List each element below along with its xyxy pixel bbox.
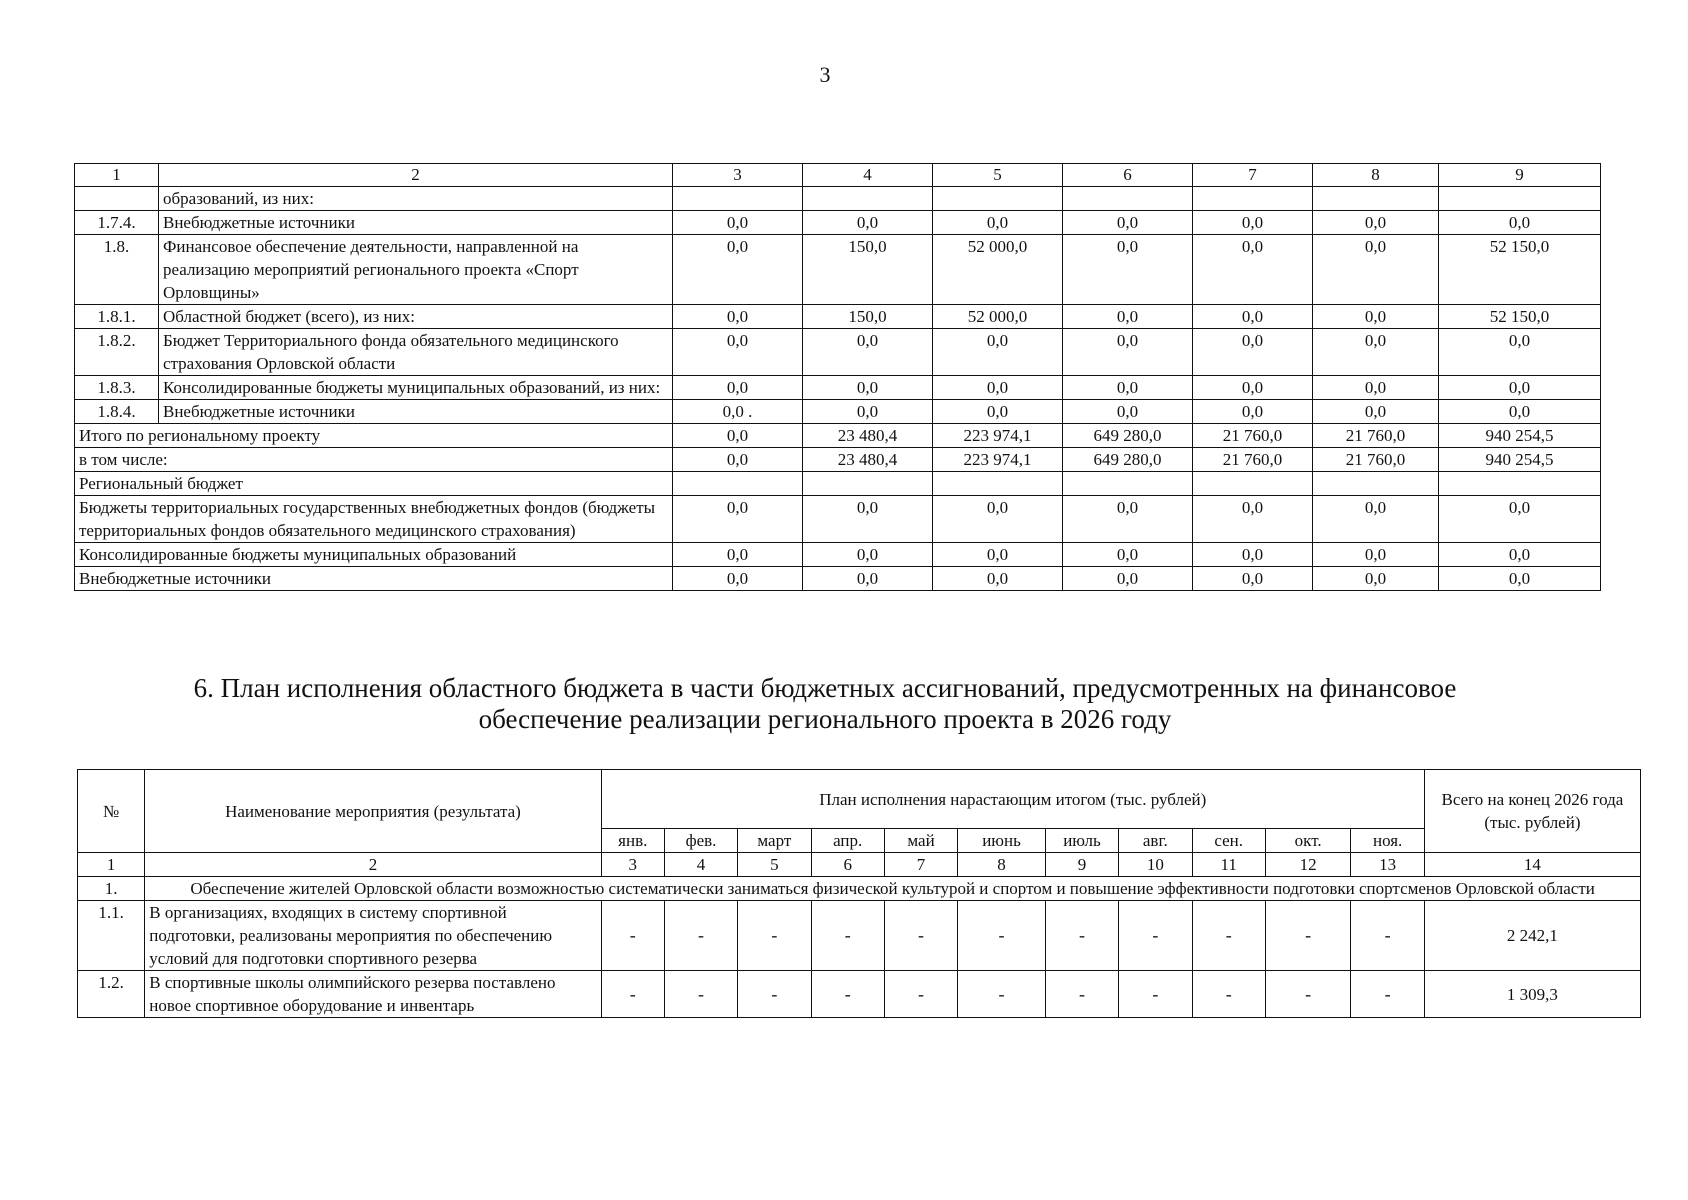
row-value <box>1439 187 1601 211</box>
row-value: 0,0 <box>1063 376 1193 400</box>
row-value: 0,0 <box>803 376 933 400</box>
column-number: 3 <box>601 853 664 877</box>
activity-name: В спортивные школы олимпийского резерва поставлено новое спортивное оборудование и инвентарь <box>145 971 601 1018</box>
column-number: 7 <box>1193 164 1313 187</box>
row-value: 0,0 <box>933 376 1063 400</box>
summary-name: Региональный бюджет <box>75 472 673 496</box>
summary-name: Внебюджетные источники <box>75 567 673 591</box>
summary-name: Итого по региональному проекту <box>75 424 673 448</box>
summary-value: 0,0 <box>1439 543 1601 567</box>
row-value: 0,0 <box>1063 211 1193 235</box>
row-value: 0,0 <box>673 329 803 376</box>
activity-total: 2 242,1 <box>1424 901 1640 971</box>
summary-value <box>1439 472 1601 496</box>
activity-name: В организациях, входящих в систему спортивной подготовки, реализованы мероприятия по обеспечению условий для подготовки спортивного резерва <box>145 901 601 971</box>
row-name: Внебюджетные источники <box>159 400 673 424</box>
row-value: 0,0 <box>1193 305 1313 329</box>
activity-code: 1.1. <box>78 901 145 971</box>
summary-value: 0,0 <box>1439 496 1601 543</box>
row-value: 0,0 <box>1439 376 1601 400</box>
row-value: 150,0 <box>803 305 933 329</box>
column-number: 8 <box>958 853 1046 877</box>
summary-value <box>673 472 803 496</box>
header-number: № <box>78 770 145 853</box>
month-value: - <box>811 901 884 971</box>
row-value: 0,0 <box>673 211 803 235</box>
row-value: 0,0 <box>1313 400 1439 424</box>
month-value: - <box>958 901 1046 971</box>
row-value: 0,0 <box>1313 211 1439 235</box>
row-value: 0,0 <box>673 305 803 329</box>
table-row <box>75 376 1601 400</box>
summary-value: 0,0 <box>803 567 933 591</box>
summary-value: 649 280,0 <box>1063 448 1193 472</box>
summary-value: 0,0 <box>803 543 933 567</box>
column-number: 6 <box>811 853 884 877</box>
row-value: 150,0 <box>803 235 933 305</box>
month-value: - <box>1265 971 1351 1018</box>
summary-value: 0,0 <box>1063 496 1193 543</box>
row-value: 0,0 <box>1193 376 1313 400</box>
column-number: 1 <box>78 853 145 877</box>
month-value: - <box>884 901 957 971</box>
column-number: 13 <box>1351 853 1424 877</box>
month-value: - <box>1192 971 1265 1018</box>
summary-value: 23 480,4 <box>803 424 933 448</box>
summary-value: 0,0 <box>933 543 1063 567</box>
row-name: Внебюджетные источники <box>159 211 673 235</box>
row-value: 0,0 <box>803 400 933 424</box>
section-row <box>78 877 1641 901</box>
page-number: 3 <box>819 62 831 87</box>
summary-value <box>933 472 1063 496</box>
row-value: 0,0 <box>1193 400 1313 424</box>
column-number: 12 <box>1265 853 1351 877</box>
month-value: - <box>601 971 664 1018</box>
month-value: - <box>601 901 664 971</box>
column-number: 9 <box>1045 853 1118 877</box>
row-value: 0,0 <box>1193 329 1313 376</box>
summary-value: 649 280,0 <box>1063 424 1193 448</box>
row-value: 52 150,0 <box>1439 305 1601 329</box>
table-row <box>75 305 1601 329</box>
table-row <box>75 329 1601 376</box>
summary-row <box>75 567 1601 591</box>
column-number: 8 <box>1313 164 1439 187</box>
month-header: май <box>884 829 957 853</box>
column-number: 11 <box>1192 853 1265 877</box>
row-value: 52 000,0 <box>933 305 1063 329</box>
section-code: 1. <box>78 877 145 901</box>
header-plan: План исполнения нарастающим итогом (тыс. рублей) <box>601 770 1424 829</box>
row-value: 0,0 <box>933 329 1063 376</box>
table-row <box>75 211 1601 235</box>
section-6-title-line-2: обеспечение реализации регионального проекта в 2026 году <box>478 704 1172 734</box>
row-value: 0,0 <box>933 211 1063 235</box>
summary-value: 23 480,4 <box>803 448 933 472</box>
summary-row <box>75 472 1601 496</box>
row-value: 0,0 <box>673 235 803 305</box>
summary-value: 21 760,0 <box>1193 448 1313 472</box>
month-header: окт. <box>1265 829 1351 853</box>
column-number: 5 <box>933 164 1063 187</box>
summary-value <box>1063 472 1193 496</box>
row-value: 0,0 <box>803 211 933 235</box>
activity-code: 1.2. <box>78 971 145 1018</box>
row-value: 0,0 <box>1439 211 1601 235</box>
row-value: 0,0 <box>1063 235 1193 305</box>
row-value: 0,0 <box>1313 376 1439 400</box>
summary-value: 21 760,0 <box>1313 424 1439 448</box>
column-number: 3 <box>673 164 803 187</box>
summary-value: 0,0 <box>1439 567 1601 591</box>
activity-total: 1 309,3 <box>1424 971 1640 1018</box>
row-name: Консолидированные бюджеты муниципальных образований, из них: <box>159 376 673 400</box>
month-value: - <box>738 901 811 971</box>
row-value: 0,0 <box>1193 235 1313 305</box>
summary-row <box>75 496 1601 543</box>
column-number: 5 <box>738 853 811 877</box>
header-total: Всего на конец 2026 года (тыс. рублей) <box>1424 770 1640 853</box>
row-value: 0,0 <box>673 376 803 400</box>
summary-value: 0,0 <box>1313 543 1439 567</box>
activity-row <box>78 971 1641 1018</box>
summary-value: 940 254,5 <box>1439 448 1601 472</box>
summary-value <box>803 472 933 496</box>
row-value: 0,0 <box>1313 329 1439 376</box>
month-value: - <box>1045 971 1118 1018</box>
row-value: 52 000,0 <box>933 235 1063 305</box>
summary-value: 0,0 <box>673 448 803 472</box>
summary-value: 0,0 <box>1313 496 1439 543</box>
row-value <box>1313 187 1439 211</box>
table-header-row <box>75 164 1601 187</box>
row-value <box>673 187 803 211</box>
table-row <box>75 400 1601 424</box>
row-code <box>75 187 159 211</box>
row-value: 0,0 <box>1313 235 1439 305</box>
row-code: 1.8.1. <box>75 305 159 329</box>
row-value <box>803 187 933 211</box>
month-value: - <box>1119 901 1192 971</box>
summary-value <box>1313 472 1439 496</box>
row-value: 0,0 <box>1063 329 1193 376</box>
summary-value: 21 760,0 <box>1313 448 1439 472</box>
month-header: сен. <box>1192 829 1265 853</box>
row-code: 1.7.4. <box>75 211 159 235</box>
row-name: Областной бюджет (всего), из них: <box>159 305 673 329</box>
row-code: 1.8. <box>75 235 159 305</box>
row-name: Бюджет Территориального фонда обязательного медицинского страхования Орловской области <box>159 329 673 376</box>
month-header: янв. <box>601 829 664 853</box>
summary-value <box>1193 472 1313 496</box>
month-value: - <box>1045 901 1118 971</box>
summary-value: 0,0 <box>1193 543 1313 567</box>
header-activity-name: Наименование мероприятия (результата) <box>145 770 601 853</box>
month-value: - <box>811 971 884 1018</box>
month-value: - <box>1351 901 1424 971</box>
column-number: 7 <box>884 853 957 877</box>
row-value: 0,0 <box>1063 400 1193 424</box>
month-header: апр. <box>811 829 884 853</box>
table-row <box>75 235 1601 305</box>
row-value: 0,0 <box>933 400 1063 424</box>
activity-row <box>78 901 1641 971</box>
row-code: 1.8.4. <box>75 400 159 424</box>
row-value: 52 150,0 <box>1439 235 1601 305</box>
month-value: - <box>664 901 737 971</box>
column-number: 2 <box>159 164 673 187</box>
column-number: 4 <box>664 853 737 877</box>
month-value: - <box>664 971 737 1018</box>
summary-value: 223 974,1 <box>933 448 1063 472</box>
row-value: 0,0 <box>1193 211 1313 235</box>
row-value: 0,0 <box>1063 305 1193 329</box>
execution-plan-table <box>77 769 1641 1018</box>
row-code: 1.8.3. <box>75 376 159 400</box>
month-header: март <box>738 829 811 853</box>
row-value: 0,0 . <box>673 400 803 424</box>
month-value: - <box>1351 971 1424 1018</box>
month-value: - <box>958 971 1046 1018</box>
summary-value: 0,0 <box>1313 567 1439 591</box>
row-name: образований, из них: <box>159 187 673 211</box>
row-value: 0,0 <box>1313 305 1439 329</box>
summary-row <box>75 543 1601 567</box>
month-value: - <box>884 971 957 1018</box>
column-number: 4 <box>803 164 933 187</box>
summary-row <box>75 424 1601 448</box>
row-value <box>1193 187 1313 211</box>
row-value: 0,0 <box>803 329 933 376</box>
month-header: июнь <box>958 829 1046 853</box>
column-number: 10 <box>1119 853 1192 877</box>
row-value <box>1063 187 1193 211</box>
summary-value: 0,0 <box>933 496 1063 543</box>
summary-value: 0,0 <box>933 567 1063 591</box>
budget-table-continued <box>74 163 1601 591</box>
month-value: - <box>738 971 811 1018</box>
summary-value: 0,0 <box>673 543 803 567</box>
table-row <box>75 187 1601 211</box>
summary-value: 0,0 <box>1063 567 1193 591</box>
summary-name: в том числе: <box>75 448 673 472</box>
section-6-title <box>0 673 1650 735</box>
column-number: 9 <box>1439 164 1601 187</box>
summary-row <box>75 448 1601 472</box>
column-number: 14 <box>1424 853 1640 877</box>
summary-value: 21 760,0 <box>1193 424 1313 448</box>
row-value <box>933 187 1063 211</box>
month-header: фев. <box>664 829 737 853</box>
section-text: Обеспечение жителей Орловской области возможностью систематически заниматься физической культурой и спортом и повышение эффективности подготовки спортсменов Орловской области <box>145 877 1641 901</box>
summary-name: Бюджеты территориальных государственных внебюджетных фондов (бюджеты территориальных фондов обязательного медицинского страхования) <box>75 496 673 543</box>
month-header: ноя. <box>1351 829 1424 853</box>
summary-value: 0,0 <box>673 496 803 543</box>
column-number: 1 <box>75 164 159 187</box>
column-number: 6 <box>1063 164 1193 187</box>
summary-value: 0,0 <box>1063 543 1193 567</box>
month-value: - <box>1192 901 1265 971</box>
section-6-title-line-1: 6. План исполнения областного бюджета в части бюджетных ассигнований, предусмотренных на финансовое <box>193 673 1457 703</box>
summary-value: 0,0 <box>1193 567 1313 591</box>
summary-value: 940 254,5 <box>1439 424 1601 448</box>
summary-name: Консолидированные бюджеты муниципальных образований <box>75 543 673 567</box>
month-value: - <box>1265 901 1351 971</box>
month-value: - <box>1119 971 1192 1018</box>
summary-value: 0,0 <box>673 424 803 448</box>
summary-value: 0,0 <box>803 496 933 543</box>
row-name: Финансовое обеспечение деятельности, направленной на реализацию мероприятий регионального проекта «Спорт Орловщины» <box>159 235 673 305</box>
row-value: 0,0 <box>1439 329 1601 376</box>
row-code: 1.8.2. <box>75 329 159 376</box>
column-number: 2 <box>145 853 601 877</box>
summary-value: 0,0 <box>1193 496 1313 543</box>
month-header: авг. <box>1119 829 1192 853</box>
row-value: 0,0 <box>1439 400 1601 424</box>
summary-value: 0,0 <box>673 567 803 591</box>
summary-value: 223 974,1 <box>933 424 1063 448</box>
month-header: июль <box>1045 829 1118 853</box>
